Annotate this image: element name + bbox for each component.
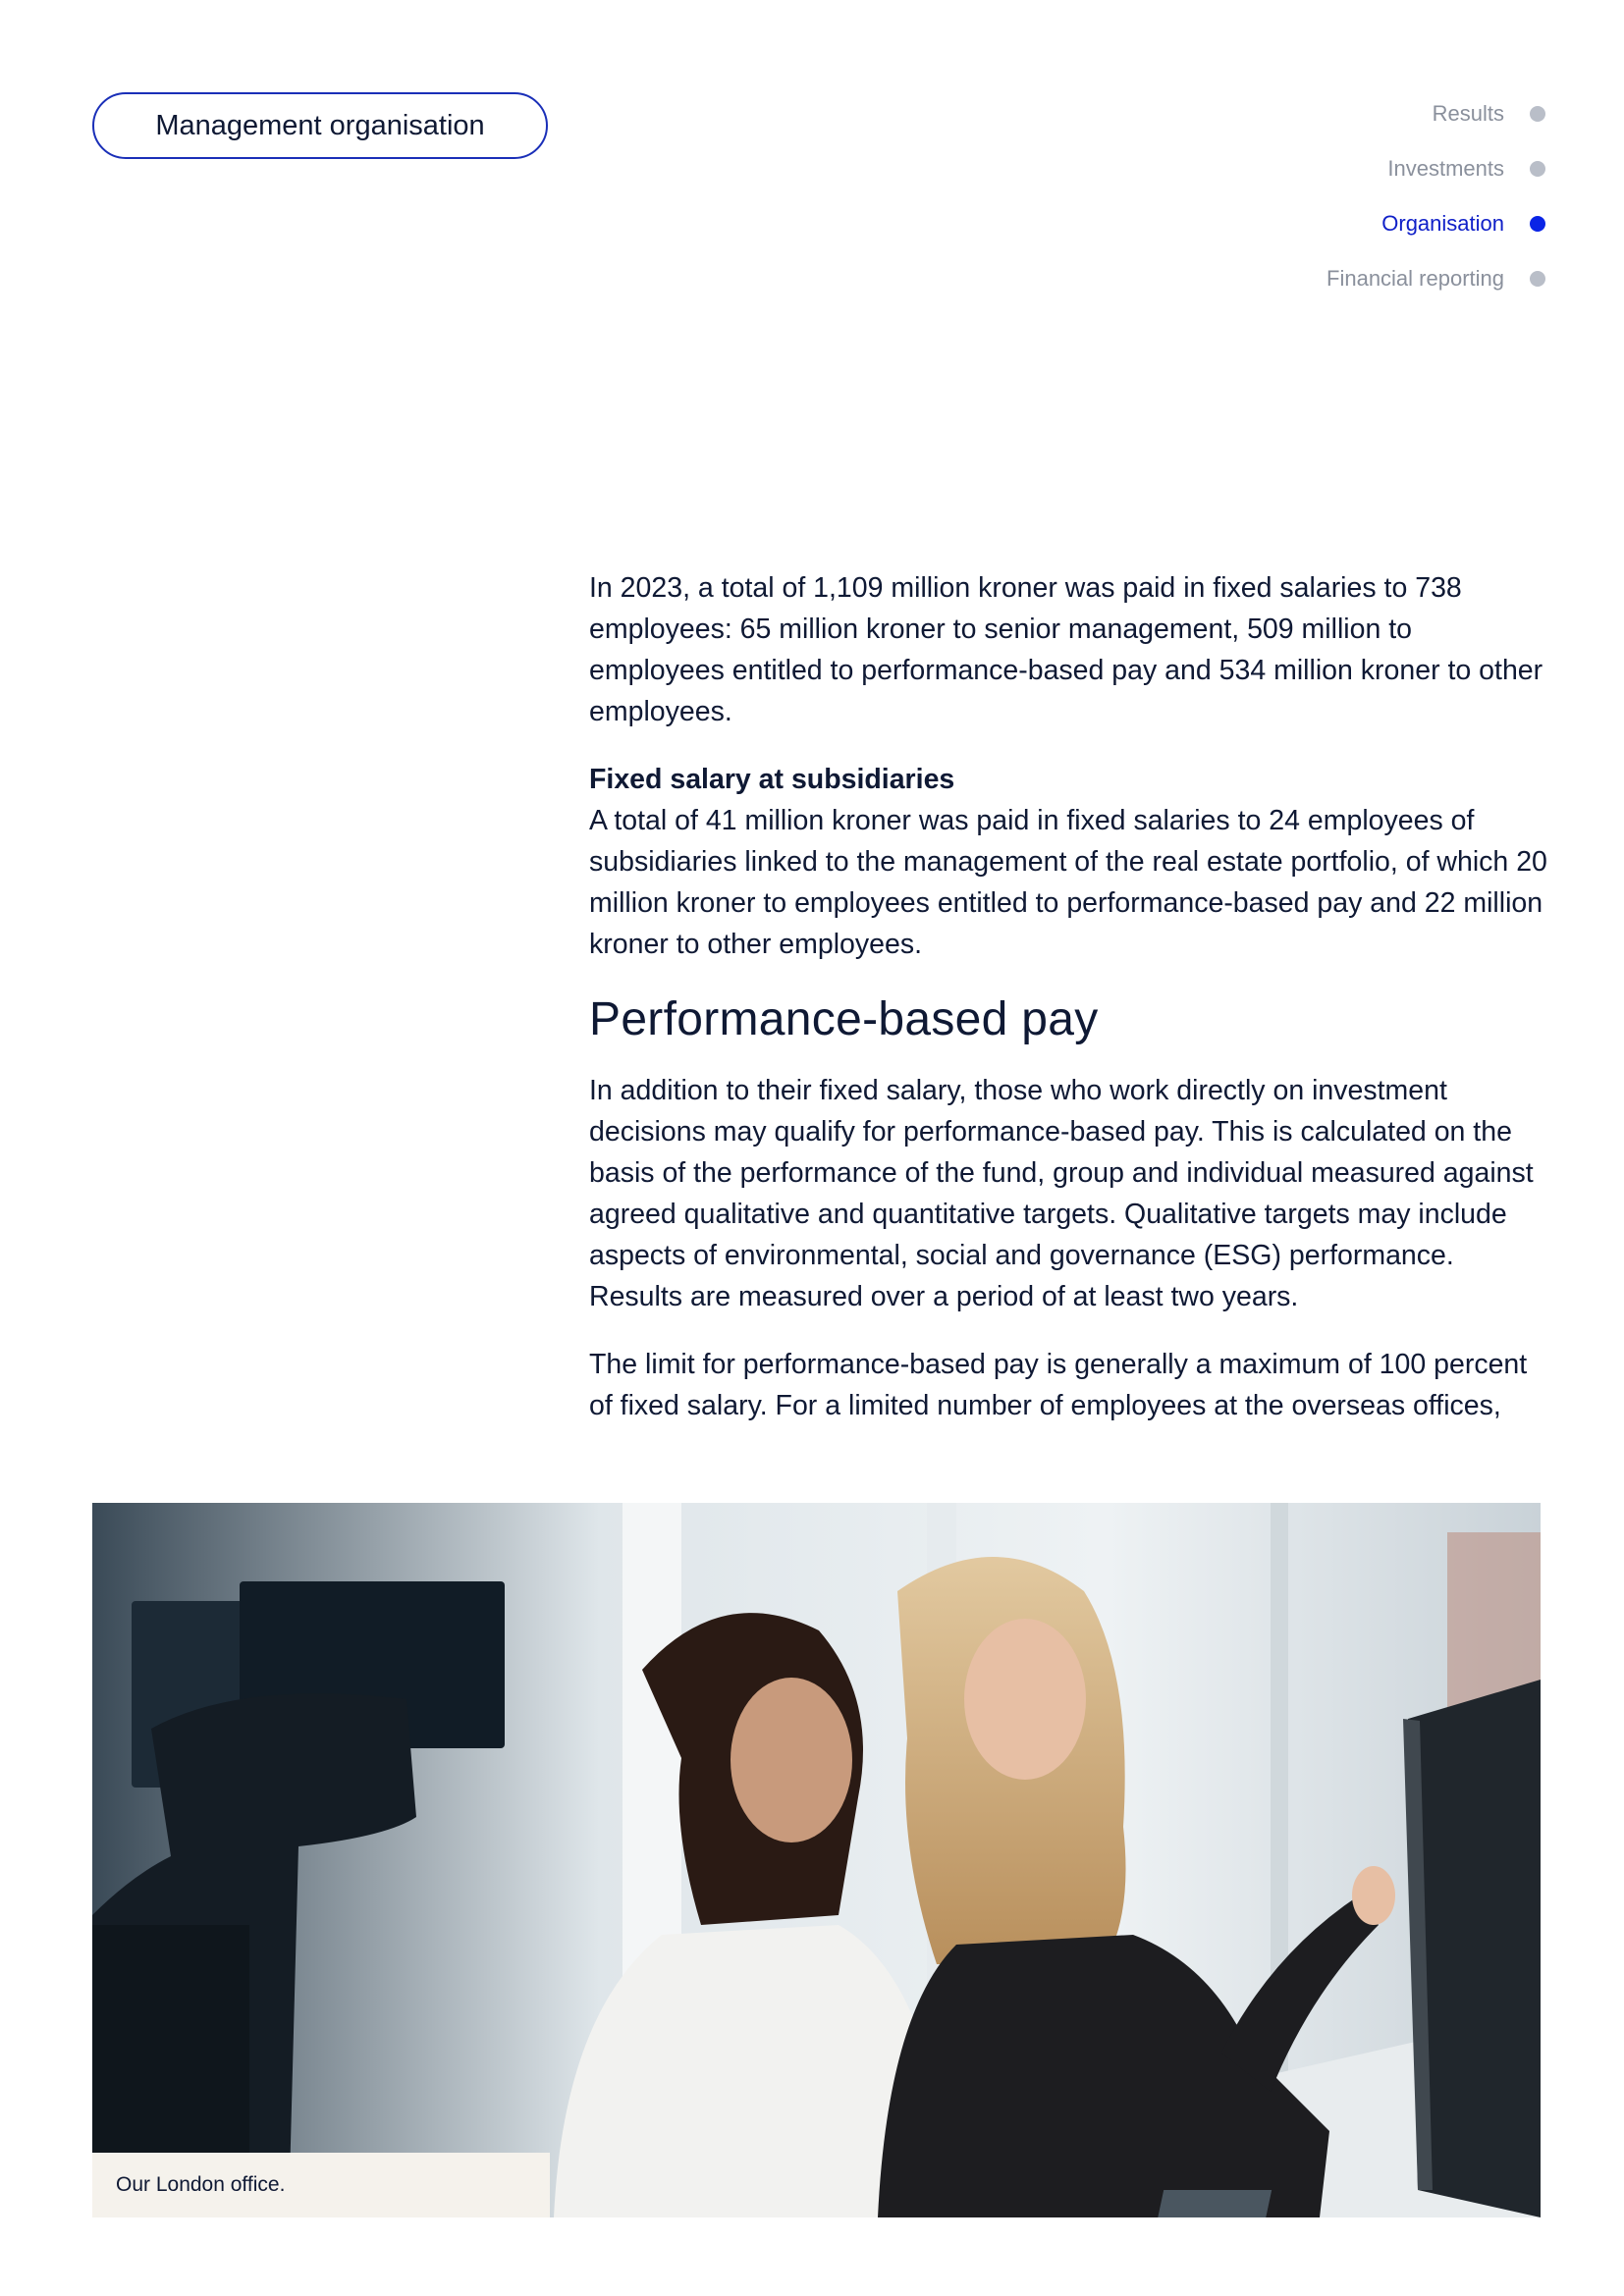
nav-dot-icon <box>1530 216 1545 232</box>
office-photo-illustration <box>92 1503 1541 2217</box>
nav-item-financial-reporting[interactable] <box>1326 251 1545 306</box>
section-label-pill: Management organisation <box>92 92 548 159</box>
subsidiaries-section <box>589 759 1551 965</box>
subsidiaries-heading: Fixed salary at subsidiaries <box>589 764 955 795</box>
salary-paragraph: In 2023, a total of 1,109 million kroner was paid in fixed salaries to 738 employees: 65 million kroner to senior management, 509 million to employees entitled to performance-based pay and 534 million kroner to other employees. <box>589 572 1543 727</box>
nav-item-label: Results <box>1432 101 1504 126</box>
nav-item-results[interactable] <box>1326 86 1545 141</box>
photo-caption-text: Our London office. <box>116 2173 286 2196</box>
main-content <box>589 567 1551 1453</box>
nav-item-label: Investments <box>1387 156 1504 181</box>
office-photo <box>92 1503 1541 2217</box>
performance-paragraph-1: In addition to their fixed salary, those who work directly on investment decisions may qualify for performance-based pay. This is calculated on the basis of the performance of the fund, group and individual measured against agreed qualitative and quantitative targets. Qualitative targets may include aspects of environmental, social and governance (ESG) performance. Results are measured over a period of at least two years. <box>589 1075 1534 1312</box>
nav-dot-icon <box>1530 161 1545 177</box>
photo-caption <box>92 2153 550 2217</box>
nav-dot-icon <box>1530 271 1545 287</box>
nav-item-investments[interactable] <box>1326 141 1545 196</box>
nav-item-label: Financial reporting <box>1326 266 1504 291</box>
nav-item-label: Organisation <box>1381 211 1504 236</box>
performance-heading: Performance-based pay <box>589 993 1099 1045</box>
section-nav <box>1326 86 1545 306</box>
nav-dot-icon <box>1530 106 1545 122</box>
performance-paragraph-2: The limit for performance-based pay is generally a maximum of 100 percent of fixed salary. For a limited number of employees at the overseas offices, <box>589 1349 1528 1421</box>
subsidiaries-text: A total of 41 million kroner was paid in fixed salaries to 24 employees of subsidiaries linked to the management of the real estate portfolio, of which 20 million kroner to employees entitled to performance-based pay and 22 million kroner to other employees. <box>589 805 1547 960</box>
nav-item-organisation[interactable] <box>1326 196 1545 251</box>
